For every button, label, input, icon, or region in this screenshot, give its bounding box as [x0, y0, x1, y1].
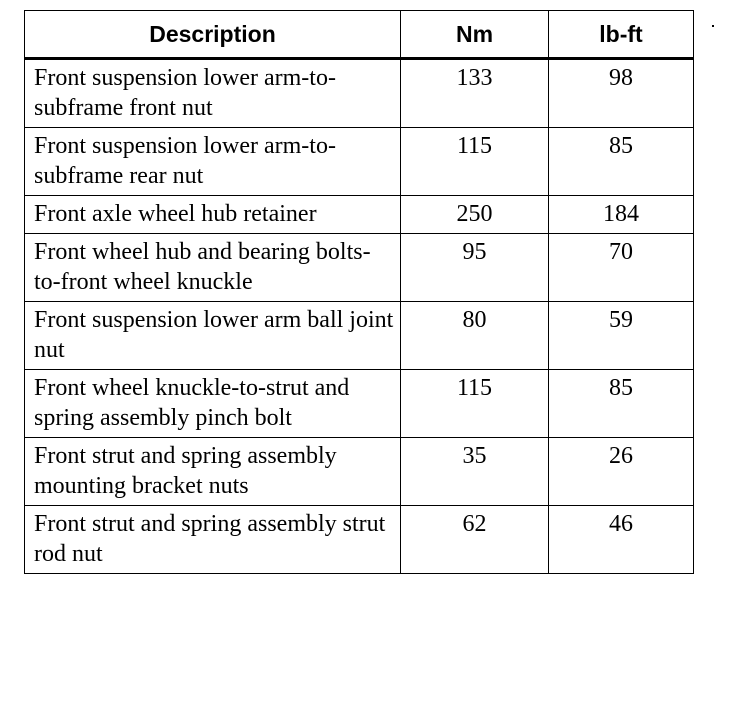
torque-spec-table [24, 10, 694, 574]
cell-nm: 115 [401, 128, 549, 196]
scan-speck [712, 25, 714, 27]
table-row [25, 234, 694, 302]
cell-lbft: 184 [549, 196, 694, 234]
cell-lbft: 26 [549, 438, 694, 506]
cell-lbft: 70 [549, 234, 694, 302]
cell-nm: 115 [401, 370, 549, 438]
table-row [25, 302, 694, 370]
cell-description: Front wheel hub and bearing bolts-to-front wheel knuckle [25, 234, 401, 302]
table-row [25, 196, 694, 234]
cell-description: Front suspension lower arm ball joint nut [25, 302, 401, 370]
cell-lbft: 59 [549, 302, 694, 370]
cell-nm: 62 [401, 506, 549, 574]
cell-lbft: 85 [549, 128, 694, 196]
cell-description: Front wheel knuckle-to-strut and spring assembly pinch bolt [25, 370, 401, 438]
cell-nm: 80 [401, 302, 549, 370]
table-row [25, 59, 694, 128]
header-description: Description [25, 11, 401, 59]
table-row [25, 438, 694, 506]
cell-description: Front axle wheel hub retainer [25, 196, 401, 234]
cell-nm: 35 [401, 438, 549, 506]
cell-description: Front suspension lower arm-to-subframe front nut [25, 59, 401, 128]
table-row [25, 370, 694, 438]
cell-description: Front suspension lower arm-to-subframe rear nut [25, 128, 401, 196]
cell-lbft: 98 [549, 59, 694, 128]
cell-nm: 133 [401, 59, 549, 128]
cell-description: Front strut and spring assembly mounting bracket nuts [25, 438, 401, 506]
cell-lbft: 46 [549, 506, 694, 574]
cell-lbft: 85 [549, 370, 694, 438]
table-row [25, 506, 694, 574]
cell-nm: 250 [401, 196, 549, 234]
header-lbft: lb-ft [549, 11, 694, 59]
table-row [25, 128, 694, 196]
cell-nm: 95 [401, 234, 549, 302]
header-row [25, 11, 694, 59]
header-nm: Nm [401, 11, 549, 59]
cell-description: Front strut and spring assembly strut rod nut [25, 506, 401, 574]
